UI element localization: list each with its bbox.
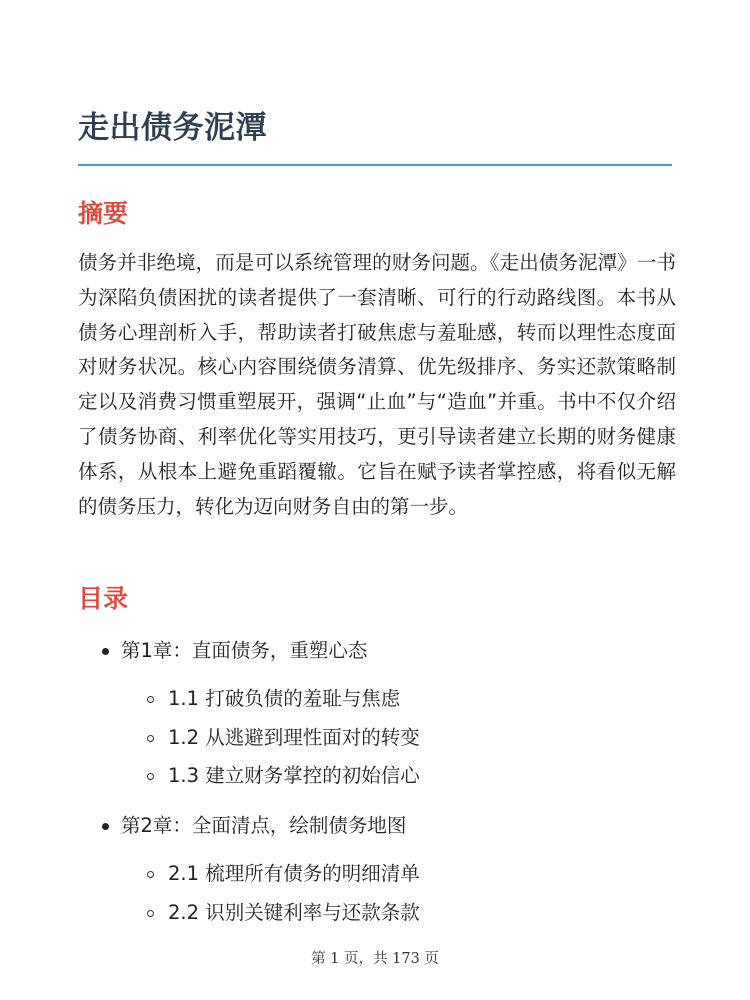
section-bullet-icon <box>147 735 154 742</box>
toc-chapter-1[interactable]: 第1章：直面债务，重塑心态 <box>121 639 368 662</box>
chapter-bullet-icon <box>102 823 109 830</box>
section-bullet-icon <box>147 696 154 703</box>
toc-section-1-1[interactable]: 1.1 打破负债的羞耻与焦虑 <box>168 687 401 710</box>
chapter-bullet-icon <box>102 648 109 655</box>
toc-section-2-2[interactable]: 2.2 识别关键利率与还款条款 <box>168 901 420 924</box>
section-bullet-icon <box>147 871 154 878</box>
abstract-heading: 摘要 <box>78 199 129 228</box>
abstract-body: 债务并非绝境，而是可以系统管理的财务问题。《走出债务泥潭》一书为深陷负债困扰的读者提供了一套清晰、可行的行动路线图。本书从债务心理剖析入手，帮助读者打破焦虑与羞耻感，转而以理性态度面对财务状况。核心内容围绕债务清算、优先级排序、务实还款策略制定以及消费习惯重塑展开，强调“止血”与“造血”并重。书中不仅介绍了债务协商、利率优化等实用技巧，更引导读者建立长期的财务健康体系，从根本上避免重蹈覆辙。它旨在赋予读者掌控感，将看似无解的债务压力，转化为迈向财务自由的第一步。 <box>78 251 676 518</box>
page-number: 第 1 页，共 173 页 <box>311 951 439 967</box>
document-title: 走出债务泥潭 <box>78 110 267 146</box>
section-bullet-icon <box>147 773 154 780</box>
section-bullet-icon <box>147 910 154 917</box>
toc-section-1-2[interactable]: 1.2 从逃避到理性面对的转变 <box>168 726 420 749</box>
toc-section-2-1[interactable]: 2.1 梳理所有债务的明细清单 <box>168 862 420 885</box>
toc-chapter-2[interactable]: 第2章：全面清点，绘制债务地图 <box>121 814 407 837</box>
toc-heading: 目录 <box>78 584 129 613</box>
toc-section-1-3[interactable]: 1.3 建立财务掌控的初始信心 <box>168 764 420 787</box>
